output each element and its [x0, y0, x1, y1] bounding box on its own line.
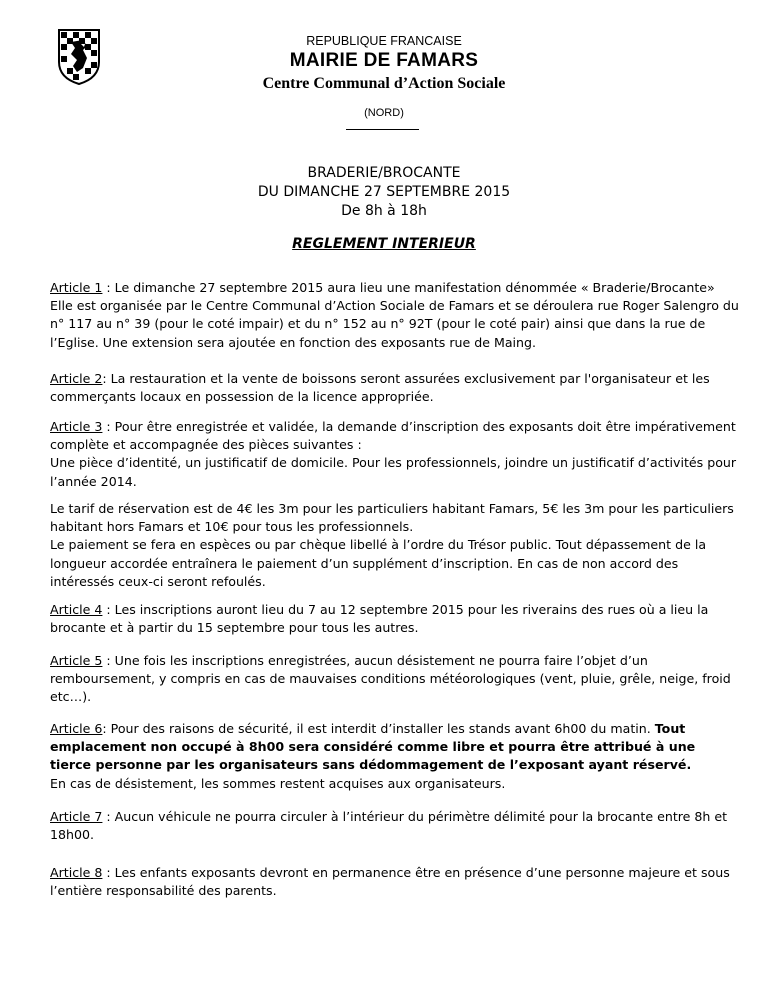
article-label: Article 3: [50, 419, 103, 434]
paiement-text: Le paiement se fera en espèces ou par chèque libellé à l’ordre du Trésor public. Tout dépassement de la longueur accordée entraînera le paiement d’un supplément d’inscription. En cas de non accord des intéressés ceux-ci seront refoulés.: [50, 537, 707, 589]
article-bold-text: Tout emplacement non occupé à 8h00 sera considéré comme libre et pourra être attribué à une tierce personne par les organisateurs sans dédommagement de l’exposant ayant réservé.: [50, 721, 696, 773]
article-1: [50, 279, 740, 352]
article-4: [50, 601, 740, 637]
article-8: [50, 864, 740, 900]
event-date: DU DIMANCHE 27 SEPTEMBRE 2015: [257, 184, 511, 200]
article-5: [50, 652, 740, 707]
coat-of-arms-logo: [57, 28, 101, 86]
article-label: Article 4: [50, 602, 103, 617]
ccas-subtitle: Centre Communal d’Action Sociale: [262, 75, 506, 92]
reglement-title: REGLEMENT INTERIEUR: [292, 236, 476, 252]
tarif-text: Le tarif de réservation est de 4€ les 3m pour les particuliers habitant Famars, 5€ les 3m pour les particuliers habitant hors Famars et 10€ pour tous les professionnels.: [50, 501, 734, 535]
article-text: : Les enfants exposants devront en permanence être en présence d’une personne majeure et sous l’entière responsabilité des parents.: [50, 865, 730, 899]
event-hours: De 8h à 18h: [341, 203, 427, 219]
article-6: [50, 720, 740, 793]
article-3: [50, 418, 740, 491]
tarif-paragraph: [50, 500, 740, 591]
article-text-continued: Une pièce d’identité, un justificatif de domicile. Pour les professionnels, joindre un justificatif d’activités pour l’année 2014.: [50, 455, 737, 489]
article-text: : Une fois les inscriptions enregistrées, aucun désistement ne pourra faire l’objet d’un remboursement, y compris en cas de mauvaises conditions météorologiques (vent, pluie, grêle, neige, froid etc…).: [50, 653, 731, 705]
event-title: BRADERIE/BROCANTE: [307, 165, 461, 181]
article-7: [50, 808, 740, 844]
article-text: : Le dimanche 27 septembre 2015 aura lieu une manifestation dénommée « Braderie/Brocante» Elle est organisée par le Centre Communal d’Action Sociale de Famars et se déroulera rue Roger Salengro du n° 117 au n° 39 (pour le coté impair) et du n° 152 au n° 92T (pour le coté pair) ainsi que dans la rue de l’Eglise. Une extension sera ajoutée en fonction des exposants rue de Maing.: [50, 280, 739, 350]
article-text-continued: En cas de désistement, les sommes restent acquises aux organisateurs.: [50, 775, 506, 791]
article-label: Article 8: [50, 865, 103, 880]
article-text: : Les inscriptions auront lieu du 7 au 12 septembre 2015 pour les riverains des rues où a lieu la brocante et à partir du 15 septembre pour tous les autres.: [50, 602, 709, 636]
article-label: Article 7: [50, 809, 103, 824]
article-label: Article 2: [50, 371, 103, 386]
mairie-title: MAIRIE DE FAMARS: [289, 50, 479, 71]
article-label: Article 6: [50, 721, 103, 736]
header-divider: [346, 129, 419, 130]
article-text: : Pour des raisons de sécurité, il est interdit d’installer les stands avant 6h00 du matin.: [102, 721, 655, 736]
departement-label: (NORD): [364, 107, 404, 119]
republique-francaise: REPUBLIQUE FRANCAISE: [306, 34, 462, 48]
article-text: : Pour être enregistrée et validée, la demande d’inscription des exposants doit être impérativement complète et accompagnée des pièces suivantes :: [50, 419, 736, 453]
article-label: Article 5: [50, 653, 103, 668]
article-text: : Aucun véhicule ne pourra circuler à l’intérieur du périmètre délimité pour la brocante entre 8h et 18h00.: [50, 809, 728, 843]
article-text: : La restauration et la vente de boissons seront assurées exclusivement par l'organisateur et les commerçants locaux en possession de la licence appropriée.: [50, 371, 710, 405]
article-2: [50, 370, 740, 406]
article-label: Article 1: [50, 280, 103, 295]
